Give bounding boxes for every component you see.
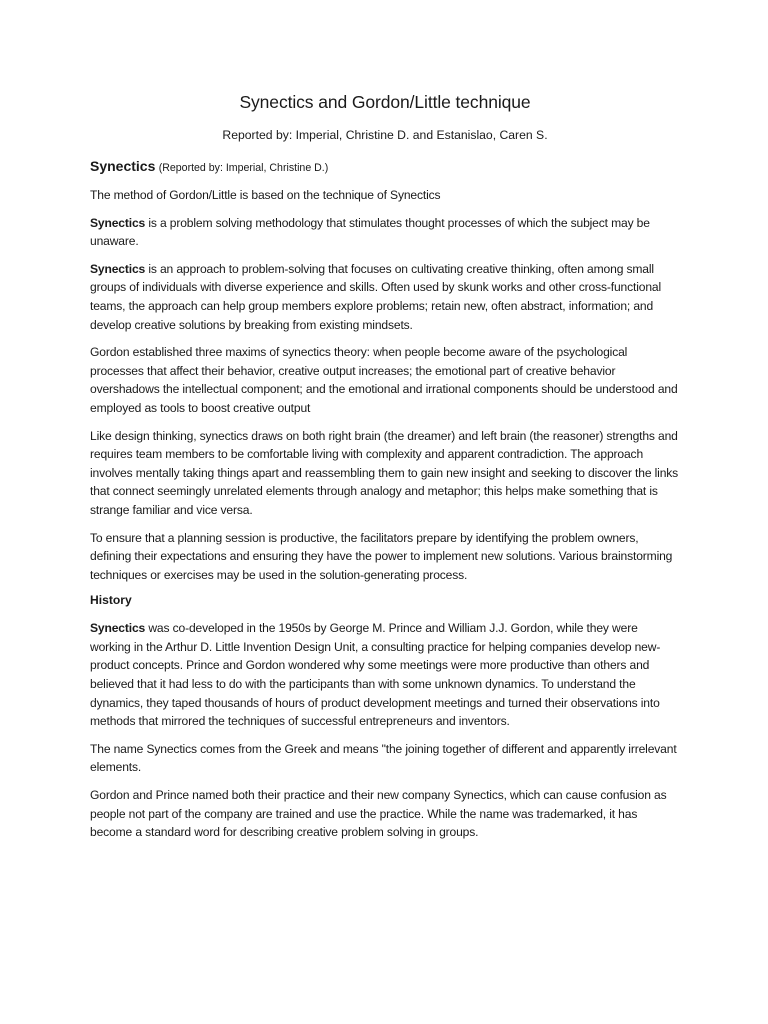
history-paragraph (90, 740, 680, 777)
paragraph-lead: Synectics (90, 261, 146, 276)
section-heading-title: Synectics (90, 158, 156, 174)
history-paragraph (90, 619, 680, 731)
paragraph (90, 343, 680, 417)
document-byline: Reported by: Imperial, Christine D. and Estanislao, Caren S. (222, 128, 548, 142)
paragraph (90, 260, 680, 334)
paragraph-text: Gordon established three maxims of synectics theory: when people become aware of the psychological processes that affect their behavior, creative output increases; the emotional part of creative behavior overshadows the intellectual component; and the emotional and irrational components should be understood and employed as tools to boost creative output (90, 345, 678, 415)
document-page (90, 92, 680, 851)
section-heading-reporter: (Reported by: Imperial, Christine D.) (158, 162, 329, 174)
paragraph-text: is an approach to problem-solving that focuses on cultivating creative thinking, often among small groups of individuals with diverse experience and skills. Often used by skunk works and other cross-functional teams, the approach can help group members explore problems; retain new, often abstract, information; and develop creative solutions by breaking from existing mindsets. (90, 261, 662, 332)
paragraph-text: Gordon and Prince named both their practice and their new company Synectics, which can cause confusion as people not part of the company are trained and use the practice. While the name was trademarked, it has become a standard word for describing creative problem solving in groups. (90, 788, 667, 840)
document-title: Synectics and Gordon/Little technique (239, 92, 531, 112)
history-heading: History (90, 593, 132, 608)
section-heading (90, 158, 680, 174)
paragraph-text: To ensure that a planning session is productive, the facilitators prepare by identifying the problem owners, defining their expectations and ensuring they have the power to implement new solutions. Various brainstorming techniques or exercises may be used in the solution-generating process. (90, 530, 673, 582)
paragraph-lead: Synectics (90, 621, 146, 636)
paragraph-lead: Synectics (90, 215, 146, 230)
paragraph (90, 529, 680, 585)
paragraph (90, 427, 680, 520)
paragraph-text: was co-developed in the 1950s by George M. Prince and William J.J. Gordon, while they were working in the Arthur D. Little Invention Design Unit, a consulting practice for helping companies develop new-product concepts. Prince and Gordon wondered why some meetings were more productive than others and believed that it had less to do with the participants than with some unknown dynamics. To understand the dynamics, they taped thousands of hours of product development meetings and turned their observations into methods that mirrored the techniques of successful entrepreneurs and inventors. (90, 621, 661, 729)
paragraph-text: Like design thinking, synectics draws on both right brain (the dreamer) and left brain (the reasoner) strengths and requires team members to be comfortable living with complexity and apparent contradiction. The approach involves mentally taking things apart and reassembling them to gain new insight and seeking to discover the links that connect seemingly unrelated elements through analogy and metaphor; this helps make something that is strange familiar and vice versa. (90, 428, 679, 517)
paragraph-text: is a problem solving methodology that stimulates thought processes of which the subject may be unaware. (90, 215, 650, 249)
paragraph (90, 214, 680, 251)
history-paragraph (90, 786, 680, 842)
intro-line: The method of Gordon/Little is based on the technique of Synectics (90, 188, 441, 202)
paragraph-text: The name Synectics comes from the Greek and means "the joining together of different and apparently irrelevant elements. (90, 741, 677, 775)
